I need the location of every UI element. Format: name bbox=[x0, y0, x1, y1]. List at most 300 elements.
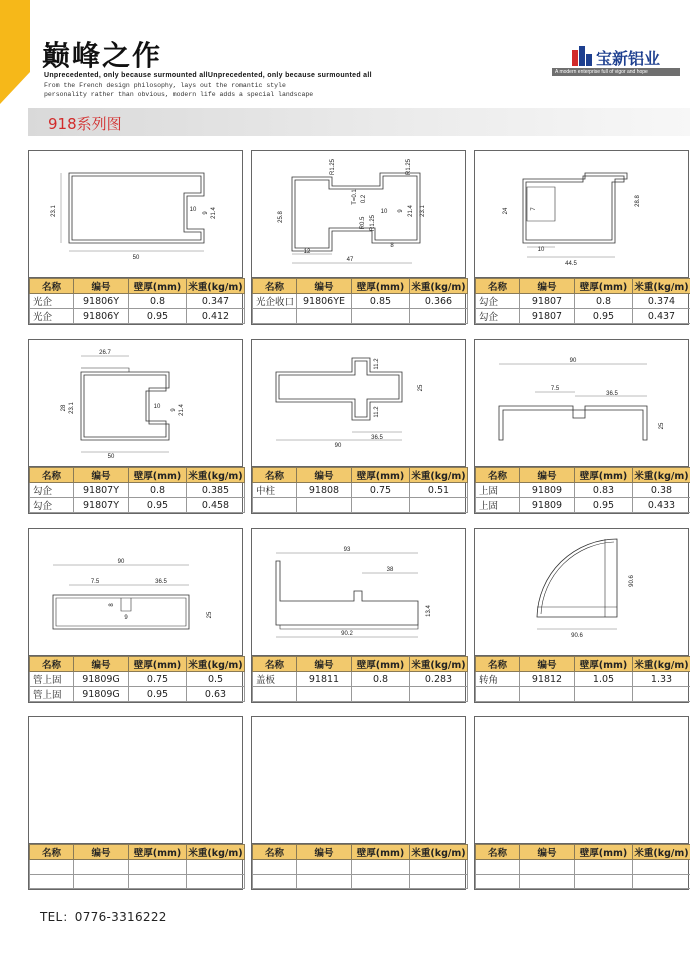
cell-name bbox=[253, 498, 297, 513]
col-thickness-header: 壁厚(mm) bbox=[575, 845, 633, 860]
col-name-header: 名称 bbox=[30, 657, 74, 672]
cell-thickness bbox=[129, 860, 187, 875]
spec-table bbox=[29, 278, 245, 324]
profile-drawing bbox=[29, 717, 242, 844]
col-thickness-header: 壁厚(mm) bbox=[129, 279, 187, 294]
profile-drawing bbox=[475, 151, 688, 278]
cell-name bbox=[30, 860, 74, 875]
col-thickness-header: 壁厚(mm) bbox=[575, 468, 633, 483]
profile-drawing bbox=[252, 340, 465, 467]
table-row bbox=[30, 498, 245, 513]
dimension-label: T=0.1 bbox=[352, 189, 358, 205]
spec-table-header bbox=[253, 468, 468, 483]
corner-accent bbox=[0, 0, 30, 110]
dimension-label: 50 bbox=[107, 454, 115, 460]
table-row bbox=[253, 672, 468, 687]
dimension-label: 10 bbox=[380, 209, 388, 215]
col-code-header: 编号 bbox=[297, 468, 352, 483]
spec-table bbox=[29, 844, 245, 889]
cell-thickness: 0.75 bbox=[352, 483, 410, 498]
dimension-label: 36.5 bbox=[371, 435, 383, 441]
dimension-label: 24 bbox=[503, 207, 509, 215]
cell-thickness bbox=[352, 860, 410, 875]
cell-thickness bbox=[575, 874, 633, 889]
dimension-label: 9 bbox=[124, 615, 128, 621]
col-name-header: 名称 bbox=[476, 279, 520, 294]
profile-card bbox=[251, 716, 466, 890]
cell-thickness: 0.95 bbox=[129, 687, 187, 702]
cell-thickness bbox=[575, 860, 633, 875]
cell-thickness bbox=[352, 687, 410, 702]
footer-tel: TEL：0776-3316222 bbox=[40, 910, 167, 924]
logo-text: 宝新铝业 bbox=[596, 49, 661, 68]
col-code-header: 编号 bbox=[74, 279, 129, 294]
dimension-label: 90 bbox=[117, 559, 125, 565]
profile-outline bbox=[279, 361, 399, 417]
cell-name bbox=[476, 874, 520, 889]
cell-code: 91806Y bbox=[74, 294, 129, 309]
col-name-header: 名称 bbox=[253, 468, 297, 483]
col-code-header: 编号 bbox=[520, 468, 575, 483]
cell-thickness bbox=[352, 309, 410, 324]
dimension-label: 23.1 bbox=[51, 205, 57, 217]
cell-name: 上固 bbox=[476, 498, 520, 513]
profile-outline bbox=[121, 598, 131, 611]
col-thickness-header: 壁厚(mm) bbox=[352, 845, 410, 860]
col-name-header: 名称 bbox=[30, 845, 74, 860]
cell-code bbox=[297, 874, 352, 889]
cell-code: 91807Y bbox=[74, 498, 129, 513]
table-row bbox=[253, 687, 468, 702]
profile-card bbox=[28, 339, 243, 514]
cell-name: 盖板 bbox=[253, 672, 297, 687]
cell-weight bbox=[410, 309, 468, 324]
col-name-header: 名称 bbox=[30, 279, 74, 294]
table-row bbox=[30, 687, 245, 702]
table-row bbox=[30, 309, 245, 324]
profile-card bbox=[474, 528, 689, 703]
cell-weight bbox=[187, 874, 245, 889]
col-weight-header: 米重(kg/m) bbox=[410, 845, 468, 860]
spec-table-header bbox=[476, 468, 690, 483]
spec-table bbox=[252, 467, 468, 513]
cell-name: 管上固 bbox=[30, 687, 74, 702]
col-thickness-header: 壁厚(mm) bbox=[575, 657, 633, 672]
col-weight-header: 米重(kg/m) bbox=[633, 845, 690, 860]
cell-code: 91809G bbox=[74, 687, 129, 702]
dimension-label: 90.6 bbox=[629, 575, 635, 587]
logo-subtext: A modern enterprise full of vigor and hope bbox=[555, 69, 648, 75]
table-row bbox=[476, 874, 690, 889]
profile-card bbox=[251, 339, 466, 514]
profile-outline bbox=[72, 176, 201, 240]
cell-code bbox=[297, 687, 352, 702]
cell-code: 91808 bbox=[297, 483, 352, 498]
cell-name: 勾企 bbox=[476, 294, 520, 309]
cell-name: 光企收口 bbox=[253, 294, 297, 309]
cell-name: 上固 bbox=[476, 483, 520, 498]
col-thickness-header: 壁厚(mm) bbox=[575, 279, 633, 294]
col-code-header: 编号 bbox=[520, 279, 575, 294]
col-thickness-header: 壁厚(mm) bbox=[129, 468, 187, 483]
cell-weight: 0.433 bbox=[633, 498, 690, 513]
table-row bbox=[30, 874, 245, 889]
dimension-label: 11.2 bbox=[374, 406, 380, 418]
profile-outline bbox=[276, 358, 402, 420]
spec-table bbox=[475, 278, 690, 324]
cell-code: 91812 bbox=[520, 672, 575, 687]
table-row bbox=[476, 498, 690, 513]
cell-thickness: 0.95 bbox=[129, 498, 187, 513]
dimension-label: 90.2 bbox=[341, 631, 353, 637]
profile-card bbox=[28, 528, 243, 703]
cell-thickness: 0.8 bbox=[575, 294, 633, 309]
table-row bbox=[476, 294, 690, 309]
spec-table-header bbox=[253, 279, 468, 294]
cell-weight bbox=[187, 860, 245, 875]
cell-code: 91806Y bbox=[74, 309, 129, 324]
dimension-label: R1.25 bbox=[330, 158, 336, 176]
profile-drawing bbox=[29, 151, 242, 278]
col-thickness-header: 壁厚(mm) bbox=[352, 468, 410, 483]
dimension-label: R1.25 bbox=[406, 158, 412, 176]
dimension-label: 7.5 bbox=[90, 579, 100, 585]
profile-outline bbox=[499, 406, 647, 440]
col-code-header: 编号 bbox=[520, 845, 575, 860]
cell-weight: 0.5 bbox=[187, 672, 245, 687]
col-code-header: 编号 bbox=[74, 657, 129, 672]
cell-code: 91809 bbox=[520, 483, 575, 498]
col-thickness-header: 壁厚(mm) bbox=[352, 657, 410, 672]
table-row bbox=[30, 860, 245, 875]
dimension-label: 7.5 bbox=[550, 386, 560, 392]
dimension-label: 25 bbox=[207, 611, 213, 619]
table-row bbox=[30, 672, 245, 687]
cell-weight: 1.33 bbox=[633, 672, 690, 687]
col-code-header: 编号 bbox=[297, 657, 352, 672]
profile-card bbox=[474, 150, 689, 325]
cell-thickness bbox=[352, 498, 410, 513]
cell-thickness: 0.83 bbox=[575, 483, 633, 498]
profile-section-diagram bbox=[252, 340, 465, 467]
cell-thickness: 1.05 bbox=[575, 672, 633, 687]
profile-card bbox=[474, 339, 689, 514]
section-header bbox=[28, 108, 690, 136]
cell-code bbox=[74, 860, 129, 875]
cell-weight: 0.437 bbox=[633, 309, 690, 324]
cell-code: 91806YE bbox=[297, 294, 352, 309]
cell-code: 91807 bbox=[520, 309, 575, 324]
profile-outline bbox=[276, 561, 418, 625]
col-weight-header: 米重(kg/m) bbox=[410, 279, 468, 294]
col-code-header: 编号 bbox=[74, 845, 129, 860]
cell-name: 光企 bbox=[30, 309, 74, 324]
dimension-label: 21.4 bbox=[211, 207, 217, 219]
dimension-label: 25 bbox=[659, 422, 665, 430]
dimension-label: 13.4 bbox=[426, 605, 432, 617]
spec-table-header bbox=[30, 279, 245, 294]
cell-thickness: 0.8 bbox=[129, 483, 187, 498]
profile-card bbox=[474, 716, 689, 890]
cell-code: 91809 bbox=[520, 498, 575, 513]
dimension-label: 50 bbox=[132, 255, 140, 261]
cell-code: 91807Y bbox=[74, 483, 129, 498]
dimension-label: 11.2 bbox=[374, 358, 380, 370]
profile-outline bbox=[81, 368, 129, 372]
cell-weight: 0.38 bbox=[633, 483, 690, 498]
cell-weight bbox=[410, 687, 468, 702]
cell-weight: 0.385 bbox=[187, 483, 245, 498]
cell-name bbox=[253, 874, 297, 889]
dimension-label: 28.8 bbox=[635, 195, 641, 207]
profile-card bbox=[28, 150, 243, 325]
cell-weight: 0.51 bbox=[410, 483, 468, 498]
cell-name: 光企 bbox=[30, 294, 74, 309]
cell-weight: 0.458 bbox=[187, 498, 245, 513]
cell-thickness: 0.95 bbox=[129, 309, 187, 324]
col-weight-header: 米重(kg/m) bbox=[187, 845, 245, 860]
profile-card bbox=[251, 528, 466, 703]
cell-thickness bbox=[352, 874, 410, 889]
col-name-header: 名称 bbox=[476, 468, 520, 483]
dimension-label: 26.7 bbox=[99, 350, 111, 356]
profile-outline bbox=[527, 187, 555, 221]
table-row bbox=[476, 672, 690, 687]
dimension-label: 9 bbox=[398, 209, 404, 213]
spec-table-header bbox=[476, 845, 690, 860]
profile-drawing bbox=[29, 529, 242, 656]
dimension-label: 23.1 bbox=[420, 205, 426, 217]
cell-weight: 0.366 bbox=[410, 294, 468, 309]
dimension-label: 38 bbox=[386, 567, 394, 573]
cell-name bbox=[253, 687, 297, 702]
dimension-label: 10 bbox=[537, 247, 545, 253]
dimension-label: 7 bbox=[531, 207, 537, 211]
cell-code bbox=[520, 860, 575, 875]
cell-name: 管上固 bbox=[30, 672, 74, 687]
profile-section-diagram bbox=[29, 340, 242, 467]
spec-table-header bbox=[253, 657, 468, 672]
cell-thickness: 0.8 bbox=[352, 672, 410, 687]
profile-section-diagram bbox=[252, 151, 465, 278]
cell-code: 91811 bbox=[297, 672, 352, 687]
cell-thickness bbox=[129, 874, 187, 889]
profile-outline bbox=[541, 542, 614, 614]
cell-weight bbox=[410, 874, 468, 889]
col-name-header: 名称 bbox=[253, 845, 297, 860]
col-name-header: 名称 bbox=[253, 279, 297, 294]
dimension-label: 8 bbox=[109, 603, 115, 607]
cell-code bbox=[297, 498, 352, 513]
profile-outline bbox=[537, 539, 617, 617]
cell-weight: 0.374 bbox=[633, 294, 690, 309]
dimension-label: 9 bbox=[203, 211, 209, 215]
tagline-english: Unprecedented, only because surmounted allUnprecedented, only because surmounted all bbox=[44, 72, 372, 79]
table-row bbox=[253, 483, 468, 498]
cell-code bbox=[520, 687, 575, 702]
spec-table-header bbox=[30, 845, 245, 860]
profile-drawing bbox=[475, 340, 688, 467]
dimension-label: 36.5 bbox=[155, 579, 167, 585]
page-title: 巅峰之作 bbox=[42, 39, 163, 72]
profile-card bbox=[28, 716, 243, 890]
col-weight-header: 米重(kg/m) bbox=[633, 279, 690, 294]
col-code-header: 编号 bbox=[297, 279, 352, 294]
profile-drawing bbox=[252, 151, 465, 278]
cell-thickness: 0.95 bbox=[575, 498, 633, 513]
col-name-header: 名称 bbox=[476, 845, 520, 860]
spec-table-header bbox=[476, 657, 690, 672]
dimension-label: 90.6 bbox=[571, 633, 583, 639]
table-row bbox=[253, 309, 468, 324]
cell-weight: 0.283 bbox=[410, 672, 468, 687]
profile-drawing bbox=[252, 529, 465, 656]
spec-table bbox=[252, 844, 468, 889]
col-name-header: 名称 bbox=[253, 657, 297, 672]
cell-weight bbox=[633, 874, 690, 889]
profile-outline bbox=[526, 176, 624, 240]
profile-section-diagram bbox=[475, 529, 688, 656]
table-row bbox=[253, 498, 468, 513]
profile-section-diagram bbox=[252, 529, 465, 656]
company-logo bbox=[552, 42, 680, 82]
col-weight-header: 米重(kg/m) bbox=[187, 468, 245, 483]
dimension-label: R1.25 bbox=[370, 214, 376, 232]
profile-drawing bbox=[475, 529, 688, 656]
cell-code: 91807 bbox=[520, 294, 575, 309]
dimension-label: R0.5 bbox=[360, 216, 366, 230]
table-row bbox=[253, 874, 468, 889]
table-row bbox=[253, 860, 468, 875]
dimension-label: 93 bbox=[343, 547, 351, 553]
spec-table bbox=[475, 844, 690, 889]
spec-table bbox=[29, 656, 245, 702]
cell-code bbox=[297, 309, 352, 324]
tagline-line-2: From the French design philosophy, lays out the romantic style bbox=[44, 82, 286, 89]
col-thickness-header: 壁厚(mm) bbox=[129, 845, 187, 860]
cell-name: 勾企 bbox=[30, 483, 74, 498]
dimension-label: 12 bbox=[303, 249, 311, 255]
cell-code bbox=[74, 874, 129, 889]
col-thickness-header: 壁厚(mm) bbox=[129, 657, 187, 672]
dimension-label: 44.5 bbox=[565, 261, 577, 267]
table-row bbox=[30, 483, 245, 498]
cell-weight bbox=[410, 860, 468, 875]
cell-thickness bbox=[575, 687, 633, 702]
logo-mark-icon bbox=[570, 44, 594, 68]
spec-table bbox=[29, 467, 245, 513]
profile-outline bbox=[523, 173, 627, 243]
spec-table-header bbox=[30, 657, 245, 672]
dimension-label: 90 bbox=[334, 443, 342, 449]
cell-weight bbox=[633, 860, 690, 875]
dimension-label: 28 bbox=[61, 404, 67, 412]
cell-name bbox=[253, 860, 297, 875]
col-code-header: 编号 bbox=[520, 657, 575, 672]
col-name-header: 名称 bbox=[476, 657, 520, 672]
cell-thickness: 0.75 bbox=[129, 672, 187, 687]
spec-table-header bbox=[476, 279, 690, 294]
cell-code: 91809G bbox=[74, 672, 129, 687]
dimension-label: 21.4 bbox=[179, 404, 185, 416]
profile-drawing bbox=[475, 717, 688, 844]
profile-section-diagram bbox=[29, 151, 242, 278]
cell-thickness: 0.95 bbox=[575, 309, 633, 324]
profile-section-diagram bbox=[29, 529, 242, 656]
cell-name bbox=[476, 860, 520, 875]
cell-weight: 0.347 bbox=[187, 294, 245, 309]
dimension-label: 10 bbox=[189, 207, 197, 213]
dimension-label: 8 bbox=[390, 243, 394, 249]
col-thickness-header: 壁厚(mm) bbox=[352, 279, 410, 294]
col-weight-header: 米重(kg/m) bbox=[410, 468, 468, 483]
cell-name: 勾企 bbox=[476, 309, 520, 324]
spec-table bbox=[252, 656, 468, 702]
profile-drawing bbox=[252, 717, 465, 844]
cell-weight: 0.412 bbox=[187, 309, 245, 324]
cell-code bbox=[297, 860, 352, 875]
profile-card bbox=[251, 150, 466, 325]
dimension-label: 0.2 bbox=[361, 194, 367, 204]
dimension-label: 9 bbox=[171, 408, 177, 412]
profile-drawing bbox=[29, 340, 242, 467]
spec-table bbox=[475, 656, 690, 702]
tagline-line-3: personality rather than obvious, modern life adds a special landscape bbox=[44, 91, 314, 98]
spec-table bbox=[475, 467, 690, 513]
profile-outline bbox=[280, 625, 418, 629]
table-row bbox=[30, 294, 245, 309]
cell-thickness: 0.8 bbox=[129, 294, 187, 309]
cell-thickness: 0.85 bbox=[352, 294, 410, 309]
dimension-label: 25.8 bbox=[278, 211, 284, 223]
table-row bbox=[476, 687, 690, 702]
cell-weight: 0.63 bbox=[187, 687, 245, 702]
col-weight-header: 米重(kg/m) bbox=[633, 468, 690, 483]
cell-weight bbox=[410, 498, 468, 513]
spec-table-header bbox=[30, 468, 245, 483]
section-title: 918系列图 bbox=[48, 115, 122, 133]
profile-section-diagram bbox=[475, 340, 688, 467]
cell-name bbox=[253, 309, 297, 324]
cell-weight bbox=[633, 687, 690, 702]
col-weight-header: 米重(kg/m) bbox=[410, 657, 468, 672]
cell-name: 转角 bbox=[476, 672, 520, 687]
col-weight-header: 米重(kg/m) bbox=[187, 657, 245, 672]
spec-table bbox=[252, 278, 468, 324]
cell-code bbox=[520, 874, 575, 889]
profile-section-diagram bbox=[475, 151, 688, 278]
cell-name: 中柱 bbox=[253, 483, 297, 498]
dimension-label: 10 bbox=[153, 404, 161, 410]
col-weight-header: 米重(kg/m) bbox=[633, 657, 690, 672]
cell-name bbox=[30, 874, 74, 889]
table-row bbox=[253, 294, 468, 309]
dimension-label: 36.5 bbox=[606, 391, 618, 397]
dimension-label: 21.4 bbox=[408, 205, 414, 217]
dimension-label: 90 bbox=[569, 358, 577, 364]
cell-name bbox=[476, 687, 520, 702]
col-name-header: 名称 bbox=[30, 468, 74, 483]
dimension-label: 23.1 bbox=[69, 402, 75, 414]
dimension-label: 25 bbox=[418, 384, 424, 392]
table-row bbox=[476, 483, 690, 498]
table-row bbox=[476, 309, 690, 324]
cell-name: 勾企 bbox=[30, 498, 74, 513]
table-row bbox=[476, 860, 690, 875]
logo-subtitle-bar bbox=[552, 68, 680, 76]
col-weight-header: 米重(kg/m) bbox=[187, 279, 245, 294]
dimension-label: 47 bbox=[346, 257, 354, 263]
